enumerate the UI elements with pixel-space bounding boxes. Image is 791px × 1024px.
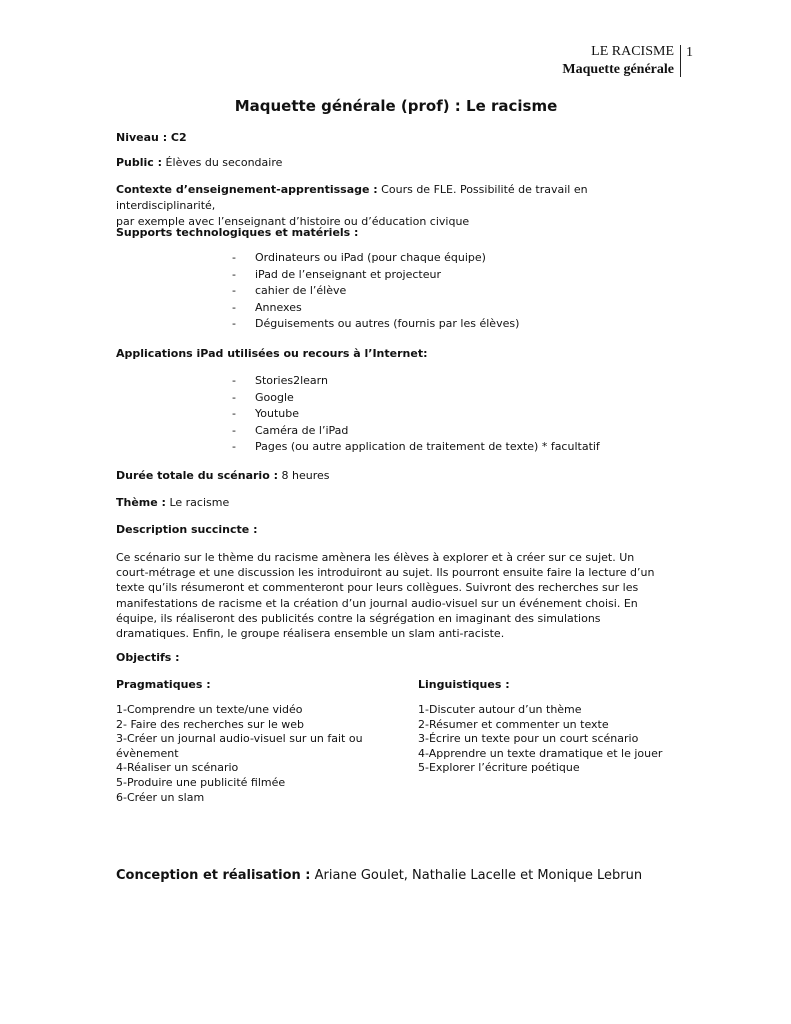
pragmatiques-label: Pragmatiques : <box>116 678 211 691</box>
applications-label: Applications iPad utilisées ou recours à l’Internet: <box>116 347 428 360</box>
list-item: - Youtube <box>232 406 600 423</box>
list-item: - Caméra de l’iPad <box>232 423 600 440</box>
contexte-label: Contexte d’enseignement-apprentissage : <box>116 183 378 196</box>
list-item: 3-Créer un journal audio-visuel sur un fait ou <box>116 732 363 746</box>
header-title: LE RACISME <box>591 44 674 59</box>
conception-label: Conception et réalisation : <box>116 868 311 883</box>
list-item: - Google <box>232 390 600 407</box>
conception-value: Ariane Goulet, Nathalie Lacelle et Monique Lebrun <box>310 868 643 883</box>
contexte-value-2: par exemple avec l’enseignant d’histoire ou d’éducation civique <box>116 215 470 228</box>
list-item: - Ordinateurs ou iPad (pour chaque équipe) <box>232 250 519 267</box>
list-item: - Annexes <box>232 300 519 317</box>
description-line: dramatiques. Enfin, le groupe réalisera ensemble un slam anti-raciste. <box>116 627 505 641</box>
list-item: - Stories2learn <box>232 373 600 390</box>
theme-value: Le racisme <box>165 496 230 509</box>
list-item: 1-Comprendre un texte/une vidéo <box>116 703 303 716</box>
list-item: 3-Écrire un texte pour un court scénario <box>418 732 639 746</box>
public-line <box>116 155 676 171</box>
list-item: 4-Réaliser un scénario <box>116 761 239 775</box>
list-item: 1-Discuter autour d’un thème <box>418 703 582 716</box>
pragmatiques-list <box>116 703 386 805</box>
objectifs-label: Objectifs : <box>116 651 180 664</box>
contexte-value: Cours de FLE. Possibilité de travail en interdisciplinarité, <box>116 183 588 212</box>
list-item: - Déguisements ou autres (fournis par les élèves) <box>232 316 519 333</box>
description-label: Description succincte : <box>116 523 258 536</box>
niveau-label: Niveau : C2 <box>116 131 187 144</box>
list-item: évènement <box>116 746 179 760</box>
list-item: 6-Créer un slam <box>116 790 205 804</box>
description-line: court-métrage et une discussion les introduiront au sujet. Ils pourront ensuite faire la lecture d’un <box>116 566 655 580</box>
public-value: Élèves du secondaire <box>162 156 283 169</box>
description-line: équipe, ils réaliseront des publicités contre la ségrégation en imaginant des simulations <box>116 611 601 625</box>
list-item: 5-Explorer l’écriture poétique <box>418 761 580 775</box>
list-item: - Pages (ou autre application de traitement de texte) * facultatif <box>232 439 600 456</box>
list-item: 2-Résumer et commenter un texte <box>418 717 609 731</box>
supports-label: Supports technologiques et matériels : <box>116 226 359 239</box>
contexte-line <box>116 182 676 230</box>
page-number: 1 <box>686 45 693 60</box>
duree-label: Durée totale du scénario : <box>116 469 278 482</box>
linguistiques-label: Linguistiques : <box>418 678 510 691</box>
linguistiques-list <box>418 703 676 776</box>
duree-value: 8 heures <box>278 469 330 482</box>
description-line: manifestations de racisme et la création d’un journal audio-visuel sur un événement choisi. En <box>116 596 638 610</box>
description-line: Ce scénario sur le thème du racisme amènera les élèves à explorer et à créer sur ce sujet. Un <box>116 551 635 564</box>
applications-list <box>232 373 600 456</box>
list-item: - iPad de l’enseignant et projecteur <box>232 267 519 284</box>
description-line: texte qu’ils résumeront et commenteront pour leurs collègues. Suivront des recherches sur les <box>116 581 639 595</box>
list-item: - cahier de l’élève <box>232 283 519 300</box>
theme-line <box>116 495 676 511</box>
list-item: 5-Produire une publicité filmée <box>116 775 286 789</box>
header-divider <box>680 45 681 77</box>
page-header <box>562 43 674 79</box>
description-text <box>116 550 676 641</box>
public-label: Public : <box>116 156 163 169</box>
theme-label: Thème : <box>116 496 166 509</box>
list-item: 2- Faire des recherches sur le web <box>116 717 305 731</box>
header-subtitle: Maquette générale <box>562 62 674 77</box>
duree-line <box>116 468 676 484</box>
conception-line <box>116 868 642 883</box>
page-title: Maquette générale (prof) : Le racisme <box>234 97 558 115</box>
list-item: 4-Apprendre un texte dramatique et le jouer <box>418 746 663 760</box>
supports-list <box>232 250 519 333</box>
